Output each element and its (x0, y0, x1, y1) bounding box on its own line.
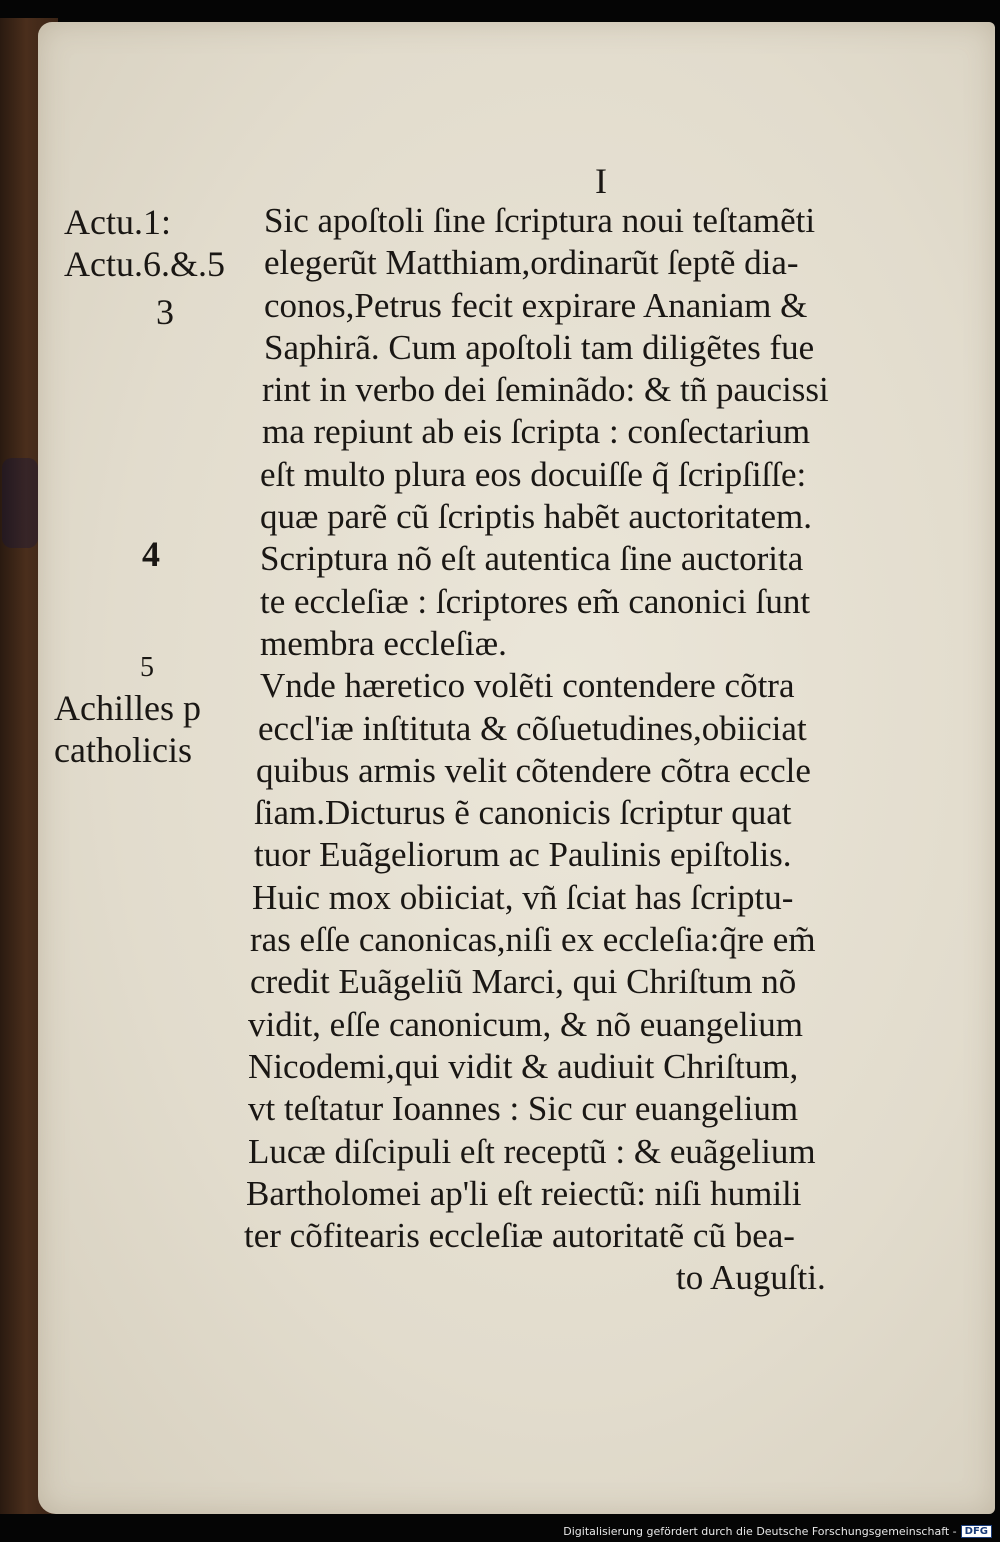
dfg-logo: DFG (961, 1525, 992, 1538)
text-line: quæ parẽ cũ ſcriptis habẽt auctoritatem. (260, 497, 813, 537)
text-line: ras eſſe canonicas,niſi ex eccleſia:q̃re em̃ (250, 920, 816, 960)
text-line: conos,Petrus fecit expirare Ananiam & (264, 285, 808, 325)
text-line: eſt multo plura eos docuiſſe q̃ ſcripſiſſe: (260, 454, 807, 494)
text-line: tuor Euãgeliorum ac Paulinis epiſtolis. (254, 835, 792, 875)
text-line: ſiam.Dicturus ẽ canonicis ſcriptur quat (254, 793, 792, 833)
margin-note-number-3: 3 (156, 292, 174, 332)
text-line: Saphirã. Cum apoſtoli tam diligẽtes fue (264, 327, 815, 367)
binding-stain (2, 458, 38, 548)
text-line: rint in verbo dei ſeminãdo: & tñ paucissi (262, 370, 829, 410)
text-line: vidit, eſſe canonicum, & nõ euangelium (248, 1004, 803, 1044)
margin-note-achilles: Achilles p (54, 688, 201, 728)
margin-note-catholicis: catholicis (54, 730, 192, 770)
text-line: eccl'iæ inſtituta & cõſuetudines,obiiciat (258, 708, 807, 748)
margin-note-actu-6: Actu.6.&.5 (64, 244, 225, 284)
digitization-credit (563, 1525, 992, 1538)
text-line: membra eccleſiæ. (260, 623, 507, 663)
text-line-catchword: to Auguſti. (676, 1258, 826, 1298)
text-line: credit Euãgeliũ Marci, qui Chriſtum nõ (250, 962, 797, 1002)
text-line: te eccleſiæ : ſcriptores em̃ canonici ſunt (260, 581, 811, 621)
text-line: elegerũt Matthiam,ordinarũt ſeptẽ dia- (264, 243, 799, 283)
page-body-text (244, 200, 934, 1300)
text-line: Vnde hæretico volẽti contendere cõtra (260, 666, 795, 706)
margin-note-number-5: 5 (140, 652, 154, 683)
text-line: Scriptura nõ eſt autentica ſine auctorita (260, 539, 804, 579)
folio-number: I (595, 161, 607, 201)
text-line: Lucæ diſcipuli eſt receptũ : & euãgelium (248, 1131, 816, 1171)
text-line: Sic apoſtoli ſine ſcriptura noui teſtamẽti (264, 201, 816, 240)
text-line: Bartholomei ap'li eſt reiectũ: niſi humili (246, 1173, 802, 1213)
text-line: quibus armis velit cõtendere cõtra eccle (256, 750, 811, 790)
credit-text: Digitalisierung gefördert durch die Deutsche Forschungsgemeinschaft - (563, 1525, 957, 1538)
text-line: Huic mox obiiciat, vñ ſciat has ſcriptu- (252, 877, 794, 917)
text-line: Nicodemi,qui vidit & audiuit Chriſtum, (248, 1046, 799, 1086)
margin-note-actu-1: Actu.1: (64, 202, 171, 242)
text-line: ma repiunt ab eis ſcripta : conſectarium (262, 412, 811, 452)
text-line: ter cõfitearis eccleſiæ autoritatẽ cũ bea- (244, 1216, 795, 1256)
margin-note-number-4: 4 (142, 534, 160, 574)
text-line: vt teſtatur Ioannes : Sic cur euangelium (248, 1089, 799, 1129)
